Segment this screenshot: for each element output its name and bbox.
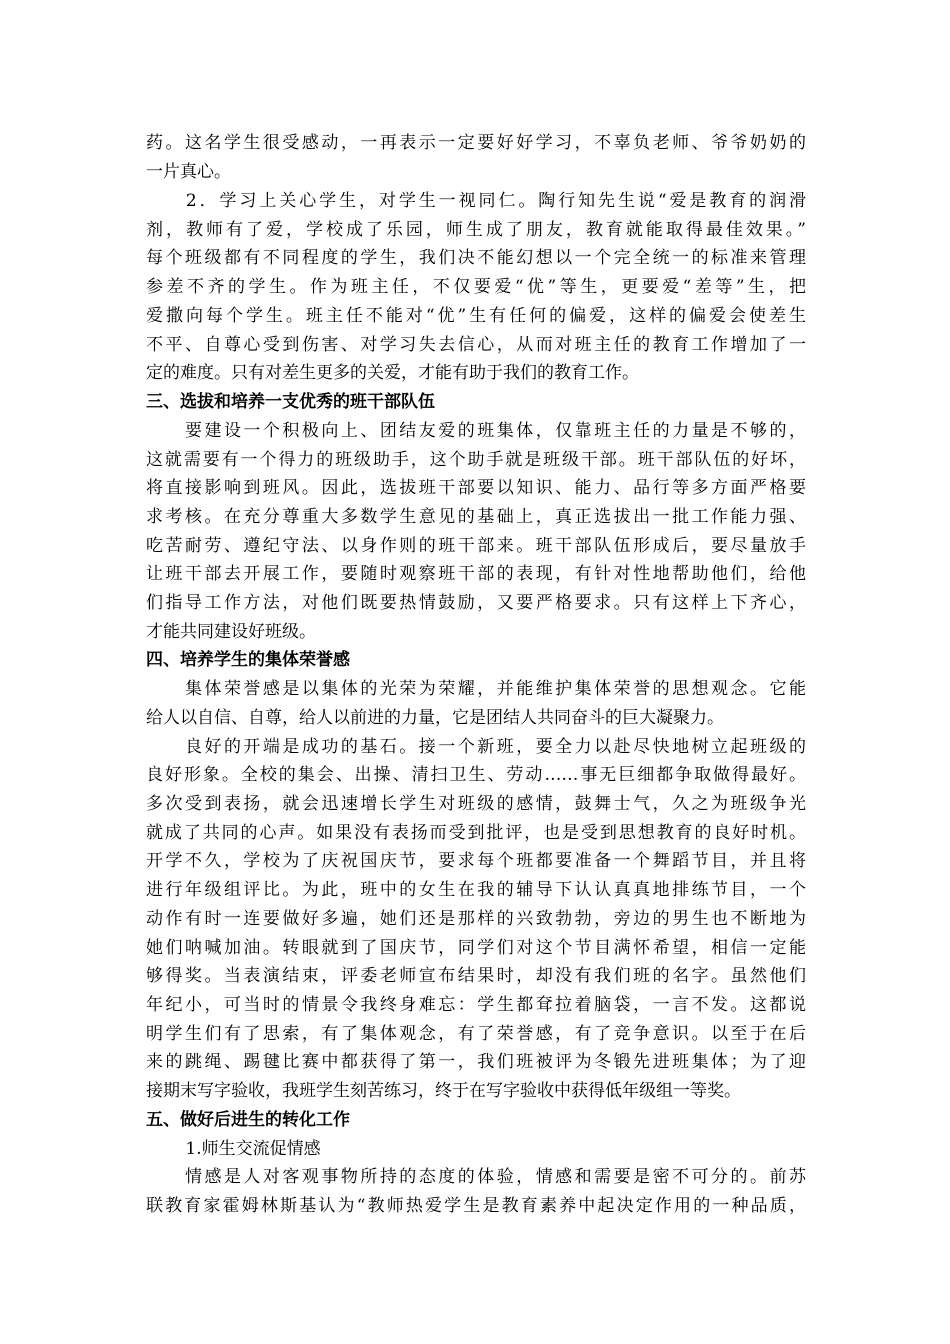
section-heading: 四、培养学生的集体荣誉感 — [146, 650, 350, 670]
paragraph-line: 良好的开端是成功的基石。接一个新班，要全力以赴尽快地树立起班级的 — [146, 737, 806, 757]
subsection-heading: 1.师生交流促情感 — [146, 1139, 321, 1159]
paragraph-line: 爱撒向每个学生。班主任不能对“优”生有任何的偏爱，这样的偏爱会使差生 — [146, 306, 806, 326]
paragraph-line: 吃苦耐劳、遵纪守法、以身作则的班干部来。班干部队伍形成后，要尽量放手 — [146, 536, 806, 556]
paragraph-line: 进行年级组评比。为此，班中的女生在我的辅导下认认真真地排练节目，一个 — [146, 880, 806, 900]
paragraph-line: 良好形象。全校的集会、出操、清扫卫生、劳动……事无巨细都争取做得最好。 — [146, 765, 806, 785]
paragraph-line: 每个班级都有不同程度的学生，我们决不能幻想以一个完全统一的标准来管理 — [146, 248, 806, 268]
paragraph-line: 年纪小，可当时的情景令我终身难忘：学生都耷拉着脑袋，一言不发。这都说 — [146, 995, 806, 1015]
paragraph-line: 来的跳绳、踢毽比赛中都获得了第一，我们班被评为冬锻先进班集体；为了迎 — [146, 1052, 806, 1072]
paragraph-line: 才能共同建设好班级。 — [146, 622, 316, 642]
section-heading: 五、做好后进生的转化工作 — [146, 1110, 350, 1130]
paragraph-line: 将直接影响到班风。因此，选拔班干部要以知识、能力、品行等多方面严格要 — [146, 478, 806, 498]
paragraph-line: 不平、自尊心受到伤害、对学习失去信心，从而对班主任的教育工作增加了一 — [146, 335, 806, 355]
paragraph-line: 动作有时一连要做好多遍，她们还是那样的兴致勃勃，旁边的男生也不断地为 — [146, 909, 806, 929]
paragraph-line: 开学不久，学校为了庆祝国庆节，要求每个班都要准备一个舞蹈节目，并且将 — [146, 851, 806, 871]
paragraph-line: 够得奖。当表演结束，评委老师宣布结果时，却没有我们班的名字。虽然他们 — [146, 966, 806, 986]
paragraph-line: 这就需要有一个得力的班级助手，这个助手就是班级干部。班干部队伍的好坏， — [146, 450, 806, 470]
paragraph-line: 求考核。在充分尊重大多数学生意见的基础上，真正选拔出一批工作能力强、 — [146, 507, 806, 527]
paragraph-line: 就成了共同的心声。如果没有表扬而受到批评，也是受到思想教育的良好时机。 — [146, 823, 806, 843]
paragraph-line: 多次受到表扬，就会迅速增长学生对班级的感情，鼓舞士气，久之为班级争光 — [146, 794, 806, 814]
paragraph-line: 给人以自信、自尊，给人以前进的力量，它是团结人共同奋斗的巨大凝聚力。 — [146, 708, 724, 728]
paragraph-line: 明学生们有了思索，有了集体观念，有了荣誉感，有了竞争意识。以至于在后 — [146, 1024, 806, 1044]
paragraph-line: 剂，教师有了爱，学校成了乐园，师生成了朋友，教育就能取得最佳效果。” — [146, 220, 806, 240]
paragraph-line: 集体荣誉感是以集体的光荣为荣耀，并能维护集体荣誉的思想观念。它能 — [146, 679, 806, 699]
paragraph-line: 接期末写字验收，我班学生刻苦练习，终于在写字验收中获得低年级组一等奖。 — [146, 1081, 741, 1101]
paragraph-line: 要建设一个积极向上、团结友爱的班集体，仅靠班主任的力量是不够的， — [146, 421, 806, 441]
paragraph-line: 情感是人对客观事物所持的态度的体验，情感和需要是密不可分的。前苏 — [146, 1167, 806, 1187]
paragraph-line: 她们呐喊加油。转眼就到了国庆节，同学们对这个节目满怀希望，相信一定能 — [146, 938, 806, 958]
paragraph-line: 定的难度。只有对差生更多的关爱，才能有助于我们的教育工作。 — [146, 363, 639, 383]
paragraph-line: 参差不齐的学生。作为班主任，不仅要爱“优”等生，更要爱“差等”生，把 — [146, 277, 806, 297]
paragraph-line: 一片真心。 — [146, 162, 231, 182]
paragraph-line: 联教育家霍姆林斯基认为“教师热爱学生是教育素养中起决定作用的一种品质， — [146, 1196, 806, 1216]
paragraph-line: 2．学习上关心学生，对学生一视同仁。陶行知先生说“爱是教育的润滑 — [146, 191, 806, 211]
paragraph-line: 让班干部去开展工作，要随时观察班干部的表现，有针对性地帮助他们，给他 — [146, 564, 806, 584]
paragraph-line: 药。这名学生很受感动，一再表示一定要好好学习，不辜负老师、爷爷奶奶的 — [146, 133, 806, 153]
section-heading: 三、选拔和培养一支优秀的班干部队伍 — [146, 392, 435, 412]
paragraph-line: 们指导工作方法，对他们既要热情鼓励，又要严格要求。只有这样上下齐心， — [146, 593, 806, 613]
